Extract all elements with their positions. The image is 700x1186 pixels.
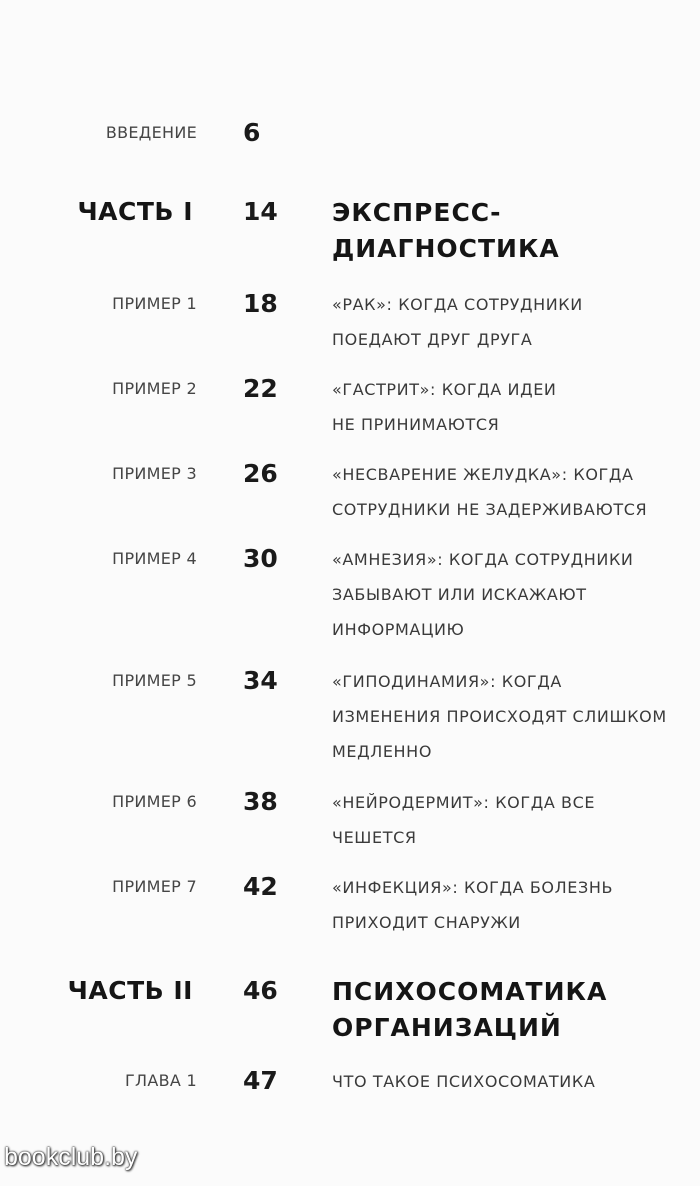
part-title — [332, 195, 560, 267]
description-line: «НЕЙРОДЕРМИТ»: КОГДА ВСЕ — [332, 793, 596, 812]
part-title-line: ДИАГНОСТИКА — [332, 234, 560, 263]
site-watermark: bookclub.by — [4, 1143, 138, 1171]
entry-page-number: 47 — [243, 1066, 278, 1095]
entry-description — [332, 372, 682, 442]
description-line: ЧЕШЕТСЯ — [332, 828, 417, 847]
description-line: СОТРУДНИКИ НЕ ЗАДЕРЖИВАЮТСЯ — [332, 500, 648, 519]
description-line: «ГАСТРИТ»: КОГДА ИДЕИ — [332, 380, 557, 399]
entry-description — [332, 287, 682, 357]
entry-page-number: 18 — [243, 289, 278, 318]
part-title-line: ЭКСПРЕСС- — [332, 198, 502, 227]
entry-label: ПРИМЕР 3 — [112, 464, 197, 483]
description-line: МЕДЛЕННО — [332, 742, 433, 761]
description-line: ИНФОРМАЦИЮ — [332, 620, 465, 639]
entry-label: ПРИМЕР 7 — [112, 877, 197, 896]
entry-page-number: 22 — [243, 374, 278, 403]
entry-label: ПРИМЕР 6 — [112, 792, 197, 811]
entry-page-number: 34 — [243, 666, 278, 695]
description-line: ПОЕДАЮТ ДРУГ ДРУГА — [332, 330, 533, 349]
description-line: ИЗМЕНЕНИЯ ПРОИСХОДЯТ СЛИШКОМ — [332, 707, 667, 726]
part-title-line: ПСИХОСОМАТИКА — [332, 977, 608, 1006]
description-line: ПРИХОДИТ СНАРУЖИ — [332, 913, 521, 932]
part-label: ЧАСТЬ II — [67, 976, 193, 1005]
entry-label: ПРИМЕР 1 — [112, 294, 197, 313]
description-line: НЕ ПРИНИМАЮТСЯ — [332, 415, 500, 434]
entry-description — [332, 542, 682, 647]
part-label: ЧАСТЬ I — [77, 197, 193, 226]
description-line: ЧТО ТАКОЕ ПСИХОСОМАТИКА — [332, 1072, 596, 1091]
entry-label: ВВЕДЕНИЕ — [105, 123, 197, 142]
entry-description — [332, 664, 682, 769]
entry-label: ПРИМЕР 5 — [112, 671, 197, 690]
part-page-number: 14 — [243, 197, 278, 226]
description-line: ЗАБЫВАЮТ ИЛИ ИСКАЖАЮТ — [332, 585, 587, 604]
part-title-line: ОРГАНИЗАЦИЙ — [332, 1013, 562, 1042]
description-line: «АМНЕЗИЯ»: КОГДА СОТРУДНИКИ — [332, 550, 634, 569]
part-page-number: 46 — [243, 976, 278, 1005]
entry-description — [332, 457, 682, 527]
description-line: «ГИПОДИНАМИЯ»: КОГДА — [332, 672, 562, 691]
entry-label: ПРИМЕР 2 — [112, 379, 197, 398]
description-line: «РАК»: КОГДА СОТРУДНИКИ — [332, 295, 583, 314]
entry-description — [332, 785, 682, 855]
entry-page-number: 30 — [243, 544, 278, 573]
entry-description — [332, 1064, 682, 1099]
entry-page-number: 38 — [243, 787, 278, 816]
entry-page-number: 26 — [243, 459, 278, 488]
entry-page-number: 42 — [243, 872, 278, 901]
entry-label: ГЛАВА 1 — [124, 1071, 197, 1090]
entry-page-number: 6 — [243, 118, 261, 147]
part-title — [332, 974, 607, 1046]
description-line: «ИНФЕКЦИЯ»: КОГДА БОЛЕЗНЬ — [332, 878, 614, 897]
entry-description — [332, 870, 682, 940]
description-line: «НЕСВАРЕНИЕ ЖЕЛУДКА»: КОГДА — [332, 465, 634, 484]
entry-label: ПРИМЕР 4 — [112, 549, 197, 568]
